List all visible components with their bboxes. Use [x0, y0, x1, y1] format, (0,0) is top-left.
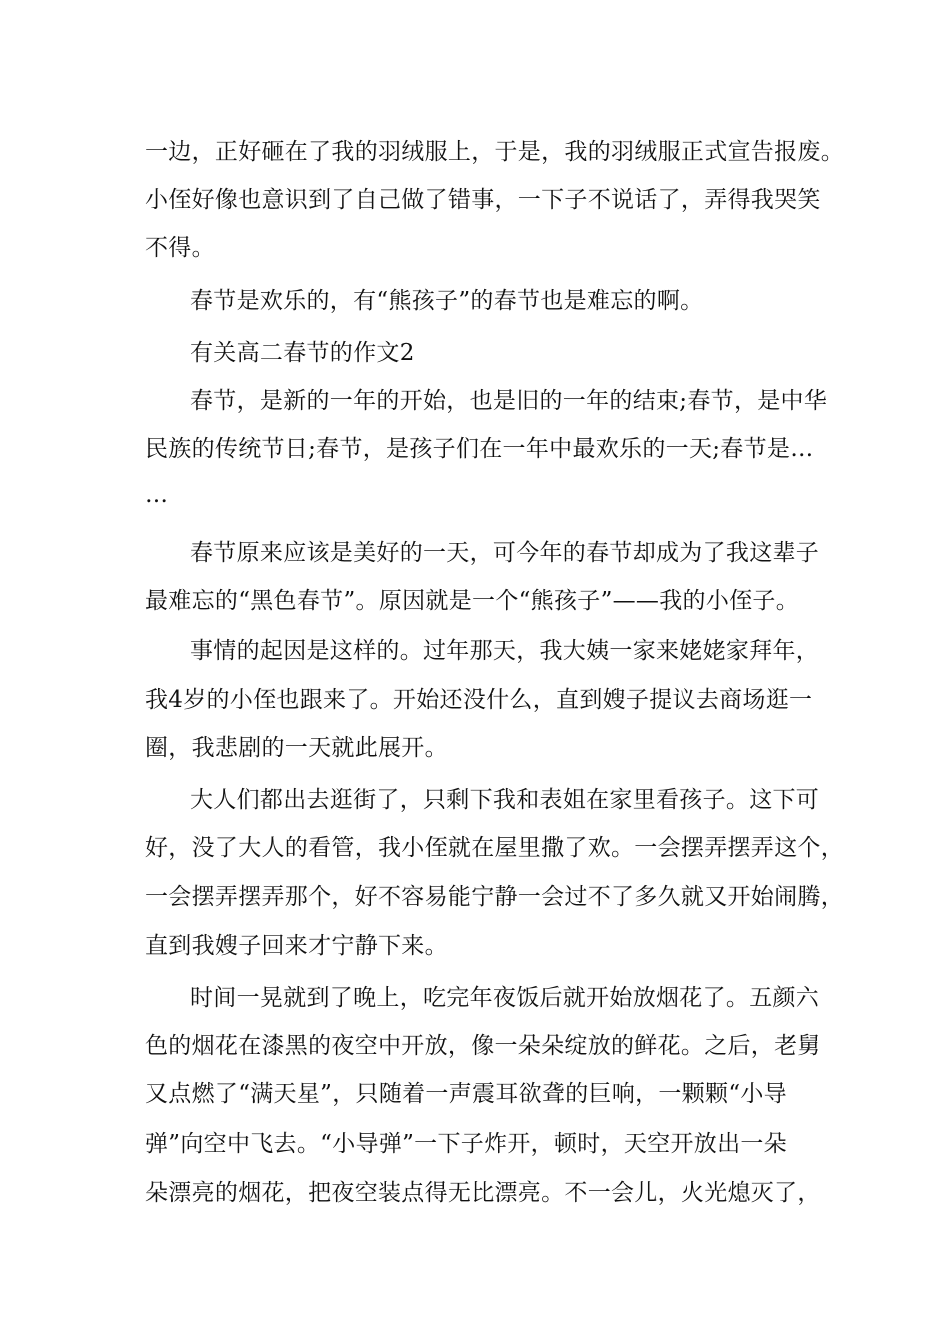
text-line: 事情的起因是这样的。过年那天，我大姨一家来姥姥家拜年， [190, 638, 820, 664]
text-line: 春节原来应该是美好的一天，可今年的春节却成为了我这辈子 [190, 540, 820, 566]
text-line: 一边，正好砸在了我的羽绒服上，于是，我的羽绒服正式宣告报废。 [145, 139, 844, 165]
section-heading: 有关高二春节的作文2 [190, 340, 415, 366]
text-line: 圈，我悲剧的一天就此展开。 [145, 735, 448, 761]
text-line: 色的烟花在漆黑的夜空中开放，像一朵朵绽放的鲜花。之后，老舅 [145, 1033, 821, 1059]
text-line: 时间一晃就到了晚上，吃完年夜饭后就开始放烟花了。五颜六 [190, 985, 820, 1011]
text-line: 直到我嫂子回来才宁静下来。 [145, 933, 448, 959]
text-line: 一会摆弄摆弄那个，好不容易能宁静一会过不了多久就又开始闹腾， [145, 884, 844, 910]
text-line: 好，没了大人的看管，我小侄就在屋里撒了欢。一会摆弄摆弄这个， [145, 835, 844, 861]
text-line: 最难忘的“黑色春节”。原因就是一个“熊孩子”——我的小侄子。 [145, 588, 800, 614]
text-line: 民族的传统节日;春节，是孩子们在一年中最欢乐的一天;春节是… [145, 436, 814, 462]
text-line: 大人们都出去逛街了，只剩下我和表姐在家里看孩子。这下可 [190, 787, 820, 813]
text-line: … [145, 482, 169, 508]
text-line: 春节是欢乐的，有“熊孩子”的春节也是难忘的啊。 [190, 288, 704, 314]
text-line: 不得。 [145, 235, 215, 261]
text-line: 弹”向空中飞去。“小导弹”一下子炸开，顿时，天空开放出一朵 [145, 1131, 787, 1157]
text-line: 我4岁的小侄也跟来了。开始还没什么，直到嫂子提议去商场逛一 [145, 687, 813, 713]
text-line: 小侄好像也意识到了自己做了错事，一下子不说话了，弄得我哭笑 [145, 187, 821, 213]
text-line: 又点燃了“满天星”，只随着一声震耳欲聋的巨响，一颗颗“小导 [145, 1081, 787, 1107]
text-line: 春节，是新的一年的开始，也是旧的一年的结束;春节，是中华 [190, 388, 828, 414]
text-line: 朵漂亮的烟花，把夜空装点得无比漂亮。不一会儿，火光熄灭了， [145, 1180, 821, 1206]
